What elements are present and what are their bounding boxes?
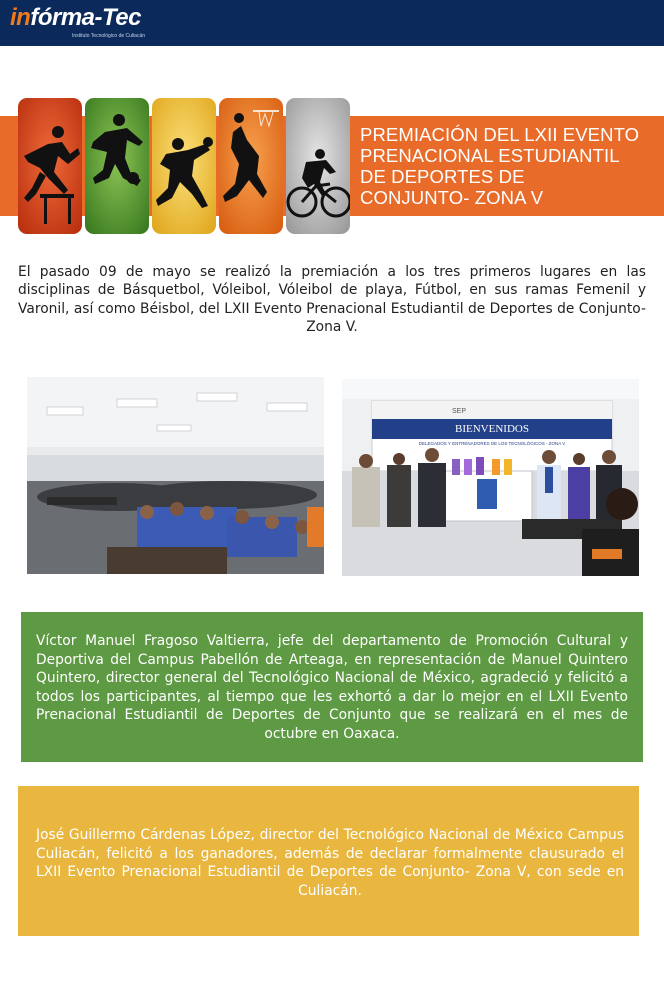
cycling-icon	[286, 98, 350, 234]
yellow-box-text: José Guillermo Cárdenas López, director del Tecnológico Nacional de México Campus Culiacán, felicitó a los ganadores, además de declarar formalmente clausurado el LXII Evento Prenacional Estudiantil de Deportes de Conjunto- Zona V, con sede en Culiacán.	[36, 827, 624, 899]
green-quote-box	[21, 612, 643, 762]
yellow-quote-box	[18, 786, 639, 936]
informa-tec-logo[interactable]	[10, 2, 160, 42]
title-line: CONJUNTO- ZONA V	[360, 187, 544, 208]
banner-title	[360, 124, 639, 208]
title-line: DE DEPORTES DE	[360, 166, 525, 187]
title-line: PRENACIONAL ESTUDIANTIL	[360, 145, 620, 166]
volleyball-tile	[152, 98, 216, 234]
basketball-tile	[219, 98, 283, 234]
event-banner	[0, 98, 664, 236]
soccer-icon	[85, 98, 149, 234]
intro-paragraph: El pasado 09 de mayo se realizó la premiación a los tres primeros lugares en las disciplinas de Básquetbol, Vóleibol, Vóleibol de playa, Fútbol, en sus ramas Femenil y Varonil, así como Béisbol, del LXII Evento Prenacional Estudiantil de Deportes de Conjunto- Zona V.	[18, 264, 646, 335]
audience-photo	[27, 377, 324, 574]
title-line: PREMIACIÓN DEL LXII EVENTO	[360, 124, 640, 145]
svg-text:SEP: SEP	[452, 408, 467, 415]
hurdles-icon	[18, 98, 82, 234]
cycling-tile	[286, 98, 350, 234]
svg-text:DELEGADOS Y ENTRENADORES DE LO: DELEGADOS Y ENTRENADORES DE LOS TECNOLÓGICOS - ZONA V	[418, 441, 566, 446]
volleyball-icon	[152, 98, 216, 234]
header-bar	[0, 0, 664, 46]
presidium-photo	[342, 379, 639, 576]
basketball-icon	[219, 98, 283, 234]
soccer-tile	[85, 98, 149, 234]
hurdles-tile	[18, 98, 82, 234]
logo-wordmark: infórma-Tec	[10, 4, 141, 31]
svg-text:BIENVENIDOS: BIENVENIDOS	[455, 423, 529, 435]
green-box-text: Víctor Manuel Fragoso Valtierra, jefe del departamento de Promoción Cultural y Deportiva del Campus Pabellón de Arteaga, en representación de Manuel Quintero Quintero, director general del Tecnológico Nacional de México, agradeció y felicitó a todos los participantes, al tiempo que les exhortó a dar lo mejor en el LXII Evento Prenacional Estudiantil de Deportes de Conjunto que se realizará en el mes de octubre en Oaxaca.	[36, 633, 628, 742]
logo-subtitle: Instituto Tecnológico de Culiacán	[72, 33, 146, 39]
banner-title-box	[346, 116, 664, 216]
